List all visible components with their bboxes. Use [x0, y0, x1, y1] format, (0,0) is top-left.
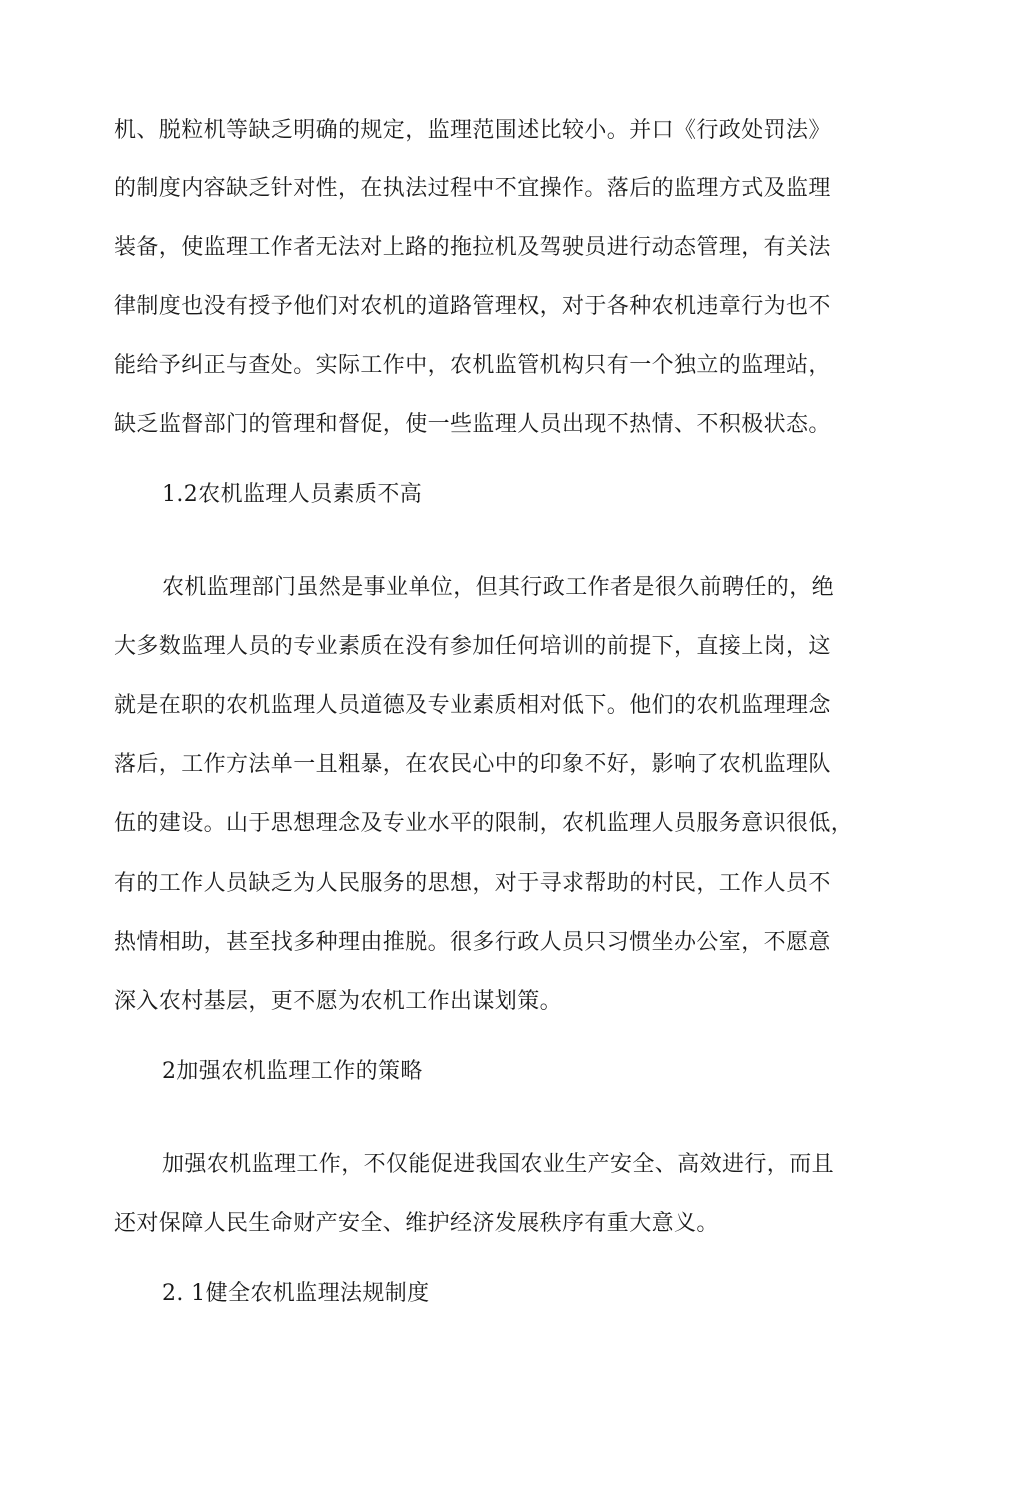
body-text-line: 有的工作人员缺乏为人民服务的思想，对于寻求帮助的村民，工作人员不 — [114, 871, 831, 896]
section-heading: 1.2农机监理人员素质不高 — [162, 482, 423, 507]
body-text-line: 能给予纠正与查处。实际工作中，农机监管机构只有一个独立的监理站， — [114, 353, 831, 378]
body-text-line: 深入农村基层，更不愿为农机工作出谋划策。 — [114, 989, 563, 1014]
body-text-line: 加强农机监理工作，不仅能促进我国农业生产安全、高效进行，而且 — [162, 1152, 835, 1177]
section-heading: 2加强农机监理工作的策略 — [162, 1059, 423, 1084]
body-text-line: 大多数监理人员的专业素质在没有参加任何培训的前提下，直接上岗，这 — [114, 634, 831, 659]
body-text-line: 的制度内容缺乏针对性，在执法过程中不宜操作。落后的监理方式及监理 — [114, 176, 831, 201]
body-text-line: 农机监理部门虽然是事业单位，但其行政工作者是很久前聘任的，绝 — [162, 575, 835, 600]
body-text-line: 律制度也没有授予他们对农机的道路管理权，对于各种农机违章行为也不 — [114, 294, 831, 319]
body-text-line: 机、脱粒机等缺乏明确的规定，监理范围述比较小。并口《行政处罚法》 — [114, 118, 831, 143]
body-text-line: 装备，使监理工作者无法对上路的拖拉机及驾驶员进行动态管理，有关法 — [114, 235, 831, 260]
body-text-line: 还对保障人民生命财产安全、维护经济发展秩序有重大意义。 — [114, 1211, 719, 1236]
body-text-line: 伍的建设。山于思想理念及专业水平的限制，农机监理人员服务意识很低， — [114, 811, 854, 836]
body-text-line: 缺乏监督部门的管理和督促，使一些监理人员出现不热情、不积极状态。 — [114, 412, 831, 437]
section-heading: 2. 1健全农机监理法规制度 — [162, 1281, 430, 1306]
body-text-line: 落后，工作方法单一且粗暴，在农民心中的印象不好，影响了农机监理队 — [114, 752, 831, 777]
body-text-line: 热情相助，甚至找多种理由推脱。很多行政人员只习惯坐办公室，不愿意 — [114, 930, 831, 955]
body-text-line: 就是在职的农机监理人员道德及专业素质相对低下。他们的农机监理理念 — [114, 693, 831, 718]
